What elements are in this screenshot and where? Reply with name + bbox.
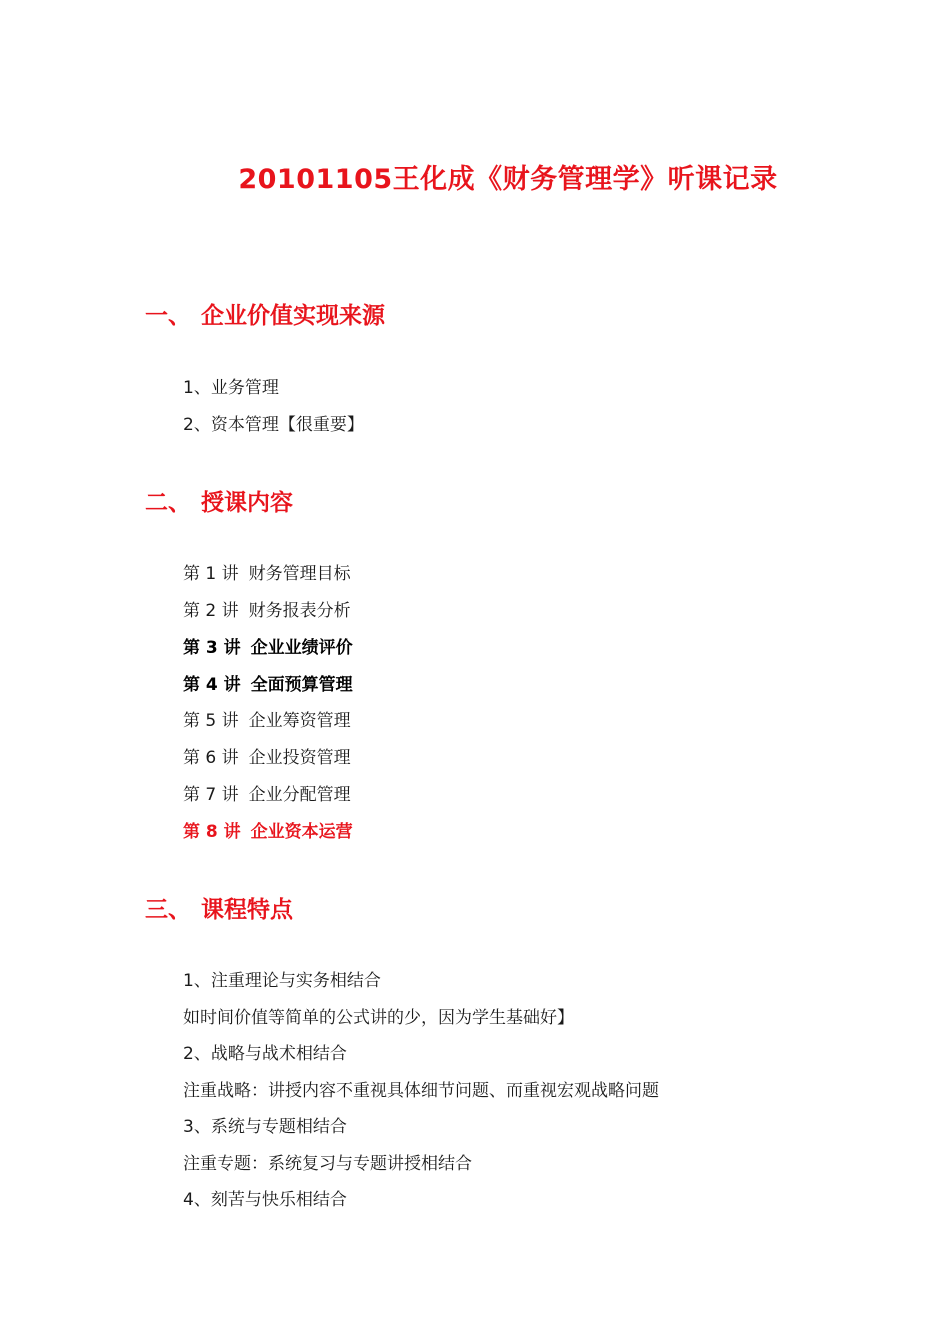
lecture-number: 第 7 讲 [183,785,239,805]
lecture-number: 第 1 讲 [183,564,239,584]
lecture-topic: 企业分配管理 [248,785,351,805]
lecture-item [183,640,353,657]
section-number: 二、 [145,490,191,516]
lecture-topic: 企业资本运营 [250,822,353,842]
lecture-number: 第 2 讲 [183,601,239,621]
section-title: 授课内容 [201,490,293,516]
lecture-topic: 企业业绩评价 [250,638,353,658]
list-item: 如时间价值等简单的公式讲的少，因为学生基础好】 [183,1008,574,1028]
lecture-number: 第 8 讲 [183,822,241,842]
lecture-number: 第 4 讲 [183,675,241,695]
lecture-number: 第 3 讲 [183,638,241,658]
section-title: 课程特点 [201,897,293,923]
list-item: 1、业务管理 [183,378,279,398]
section-title: 企业价值实现来源 [201,303,385,329]
lecture-item [183,824,353,841]
section-heading-2 [145,484,293,517]
page-title: 20101105王化成《财务管理学》听课记录 [238,164,778,195]
lecture-item [183,566,351,583]
lecture-number: 第 6 讲 [183,748,239,768]
lecture-topic: 企业筹资管理 [248,711,351,731]
section-heading-3 [145,891,293,924]
list-item: 3、系统与专题相结合 [183,1117,347,1137]
lecture-item [183,677,353,694]
lecture-topic: 财务报表分析 [248,601,351,621]
list-item: 1、注重理论与实务相结合 [183,971,381,991]
list-item: 2、战略与战术相结合 [183,1044,347,1064]
section-number: 三、 [145,897,191,923]
lecture-item [183,750,351,767]
lecture-topic: 全面预算管理 [250,675,353,695]
lecture-number: 第 5 讲 [183,711,239,731]
lecture-topic: 企业投资管理 [248,748,351,768]
list-item: 4、刻苦与快乐相结合 [183,1190,347,1210]
section-heading-1 [145,297,385,330]
list-item: 注重战略：讲授内容不重视具体细节问题、而重视宏观战略问题 [183,1081,659,1101]
list-item: 注重专题：系统复习与专题讲授相结合 [183,1154,472,1174]
lecture-item [183,787,351,804]
list-item: 2、资本管理【很重要】 [183,415,364,435]
section-number: 一、 [145,303,191,329]
lecture-topic: 财务管理目标 [248,564,351,584]
lecture-item [183,713,351,730]
lecture-item [183,603,351,620]
